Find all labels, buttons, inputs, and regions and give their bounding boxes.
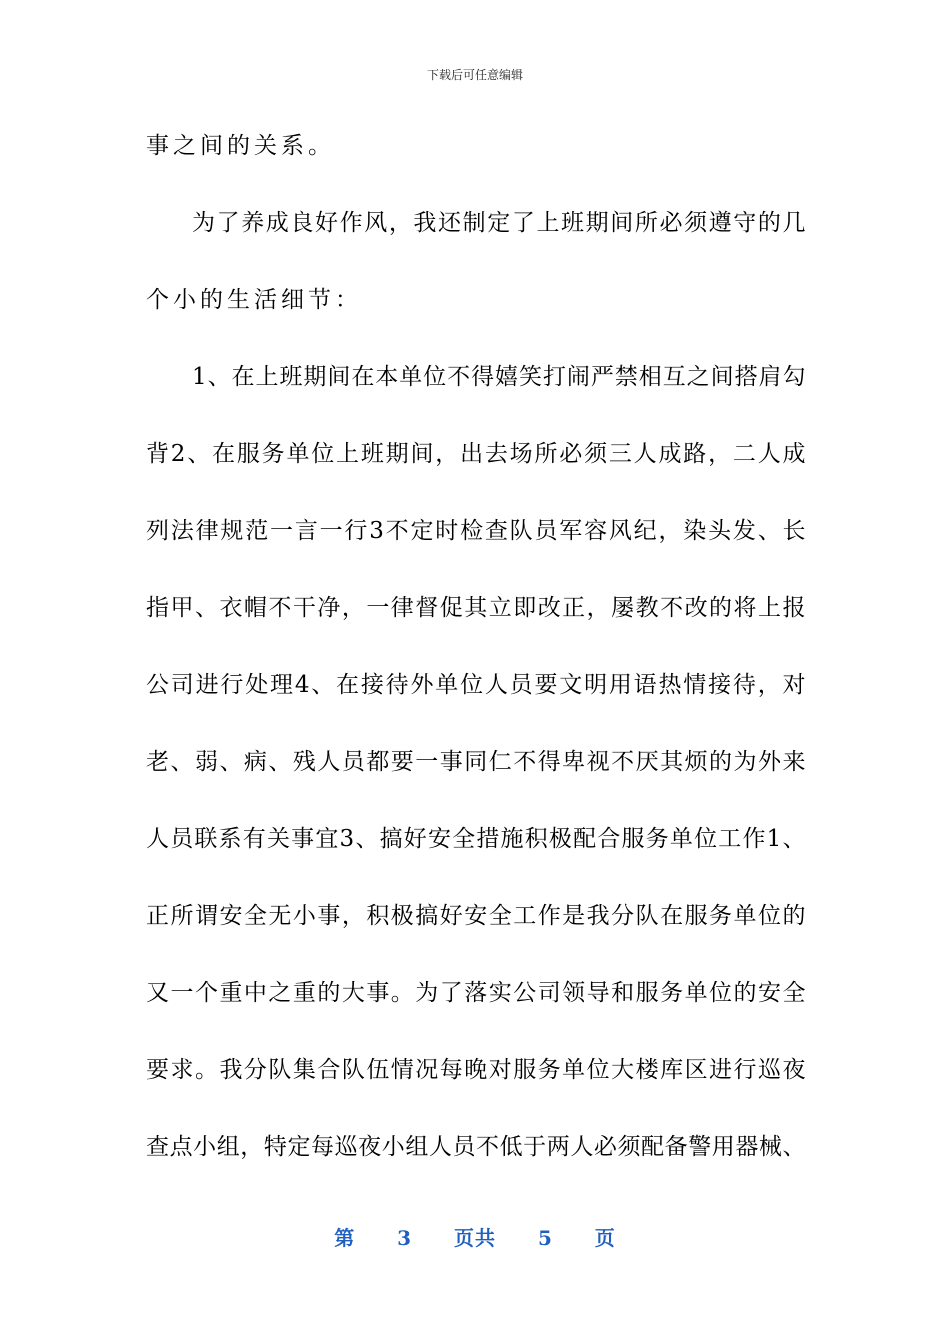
document-body bbox=[146, 108, 806, 1186]
total-pages-number: 5 bbox=[537, 1226, 553, 1250]
text-line: 要求。我分队集合队伍情况每晚对服务单位大楼库区进行巡夜 bbox=[146, 1057, 806, 1083]
page-footer bbox=[0, 1222, 950, 1251]
text-line: 人员联系有关事宜3、搞好安全措施积极配合服务单位工作1、 bbox=[146, 826, 806, 852]
text-line: 老、弱、病、残人员都要一事同仁不得卑视不厌其烦的为外来 bbox=[146, 749, 806, 775]
footer-prefix: 第 bbox=[334, 1226, 356, 1250]
text-line: 公司进行处理4、在接待外单位人员要文明用语热情接待，对 bbox=[146, 672, 806, 698]
text-line: 指甲、衣帽不干净，一律督促其立即改正，屡教不改的将上报 bbox=[146, 595, 806, 621]
text-line: 背2、在服务单位上班期间，出去场所必须三人成路，二人成 bbox=[146, 441, 806, 467]
text-line: 列法律规范一言一行3不定时检查队员军容风纪，染头发、长 bbox=[146, 518, 806, 544]
page-header: 下载后可任意编辑 bbox=[426, 68, 523, 82]
text-line: 事之间的关系。 bbox=[146, 133, 335, 159]
current-page-number: 3 bbox=[397, 1226, 413, 1250]
text-line: 正所谓安全无小事，积极搞好安全工作是我分队在服务单位的 bbox=[146, 903, 806, 929]
text-line: 又一个重中之重的大事。为了落实公司领导和服务单位的安全 bbox=[146, 980, 806, 1006]
text-line: 1、在上班期间在本单位不得嬉笑打闹严禁相互之间搭肩勾 bbox=[192, 364, 806, 390]
footer-middle: 页共 bbox=[454, 1226, 496, 1250]
text-line: 查点小组，特定每巡夜小组人员不低于两人必须配备警用器械、 bbox=[146, 1134, 806, 1160]
text-line: 为了养成良好作风，我还制定了上班期间所必须遵守的几 bbox=[192, 210, 806, 236]
text-line: 个小的生活细节： bbox=[146, 287, 362, 313]
footer-suffix: 页 bbox=[594, 1226, 616, 1250]
